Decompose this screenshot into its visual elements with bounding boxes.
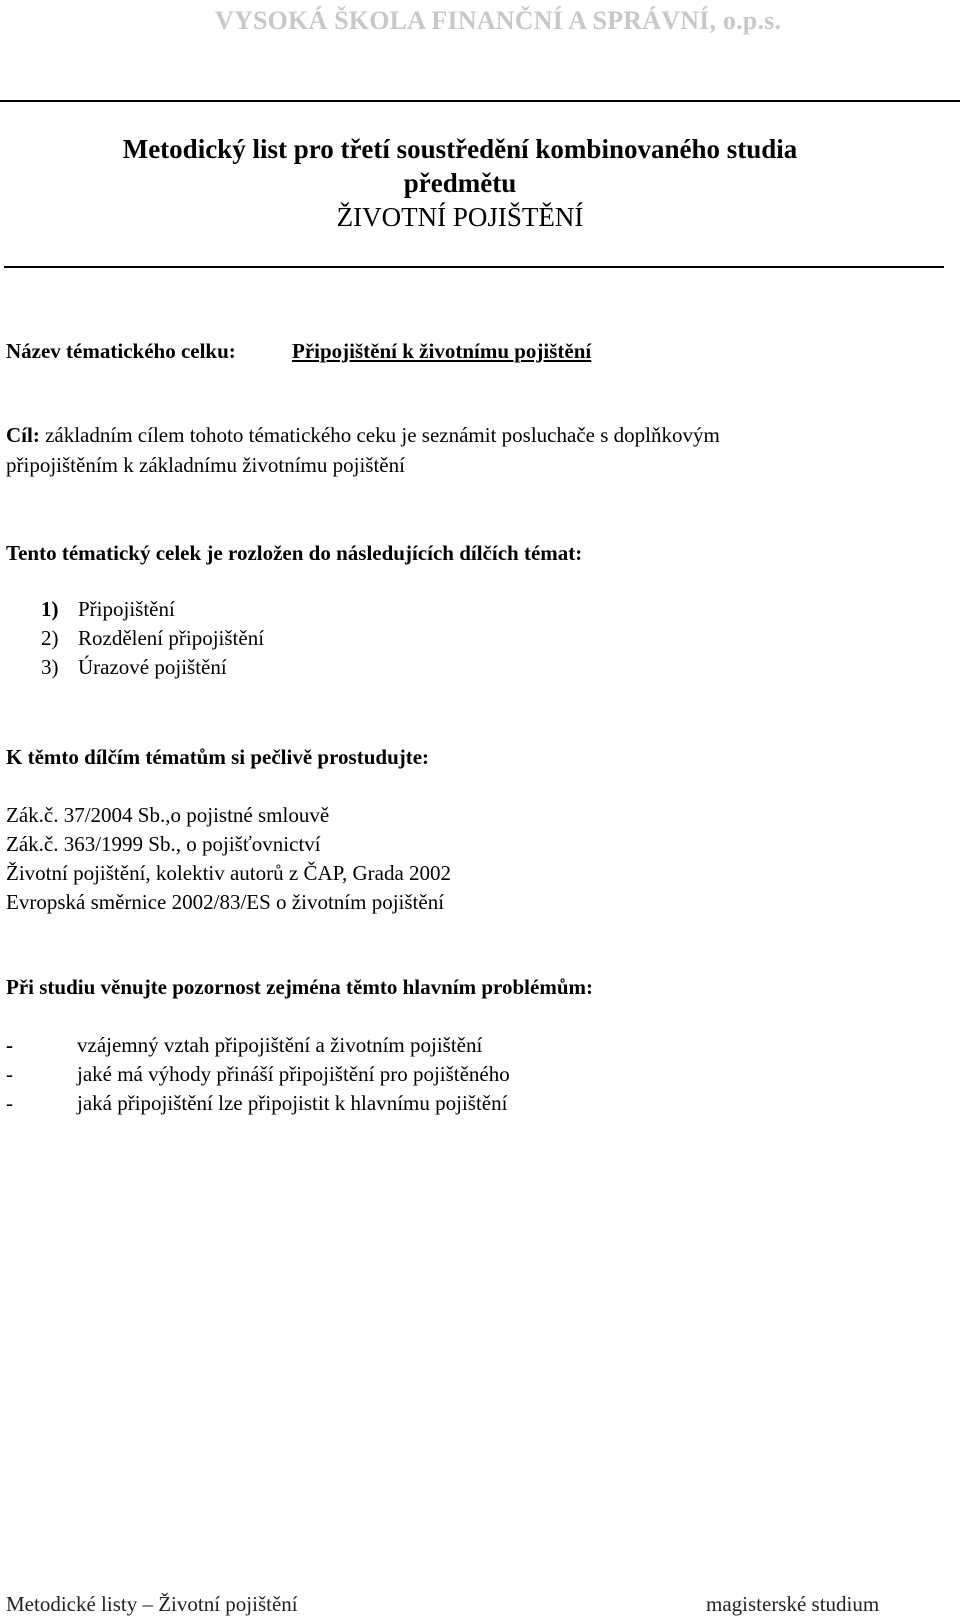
subtopic-label: Připojištění [78, 597, 175, 621]
problem-bullet: - [6, 1033, 13, 1057]
study-heading: K těmto dílčím tématům si pečlivě prostudujte: [6, 745, 430, 769]
document-title: Metodický list pro třetí soustředění kombinovaného studia [122, 134, 798, 164]
subtopic-item [41, 655, 227, 680]
footer-left: Metodické listy – Životní pojištění [6, 1592, 298, 1616]
problems-heading: Při studiu věnujte pozornost zejména těmto hlavním problémům: [6, 975, 593, 999]
literature-item: Životní pojištění, kolektiv autorů z ČAP, Grada 2002 [6, 861, 452, 885]
subtopic-label: Úrazové pojištění [78, 655, 227, 679]
subtopic-label: Rozdělení připojištění [78, 626, 265, 650]
literature-item: Zák.č. 363/1999 Sb., o pojišťovnictví [6, 832, 321, 856]
problem-item: jaká připojištění lze připojistit k hlavnímu pojištění [77, 1091, 508, 1115]
course-name: ŽIVOTNÍ POJIŠTĚNÍ [336, 202, 584, 232]
literature-item: Evropská směrnice 2002/83/ES o životním pojištění [6, 890, 445, 914]
subtopics-heading: Tento tématický celek je rozložen do následujících dílčích témat: [6, 541, 583, 565]
goal-paragraph [6, 423, 720, 448]
problem-bullet: - [6, 1091, 13, 1115]
subtopic-number: 1) [41, 597, 59, 621]
subtopic-number: 2) [41, 626, 59, 650]
title-divider [4, 266, 944, 268]
footer-right: magisterské studium [706, 1592, 880, 1616]
subtopic-item [41, 626, 264, 651]
literature-item: Zák.č. 37/2004 Sb.,o pojistné smlouvě [6, 803, 330, 827]
school-header: VYSOKÁ ŠKOLA FINANČNÍ A SPRÁVNÍ, o.p.s. [215, 6, 782, 35]
problem-bullet: - [6, 1062, 13, 1086]
goal-text-line2: připojištěním k základnímu životnímu pojištění [6, 453, 405, 477]
problem-item: vzájemný vztah připojištění a životním pojištění [77, 1033, 483, 1057]
goal-label: Cíl: [6, 423, 40, 447]
subtopic-item [41, 597, 175, 622]
subtopic-number: 3) [41, 655, 59, 679]
problem-item: jaké má výhody přináší připojištění pro pojištěného [77, 1062, 510, 1086]
topic-value: Připojištění k životnímu pojištění [292, 339, 592, 363]
document-title-subject: předmětu [403, 168, 517, 198]
topic-label: Název tématického celku: [6, 339, 236, 363]
goal-text-line1: základním cílem tohoto tématického ceku je seznámit posluchače s doplňkovým [39, 423, 720, 447]
header-divider [0, 100, 960, 102]
